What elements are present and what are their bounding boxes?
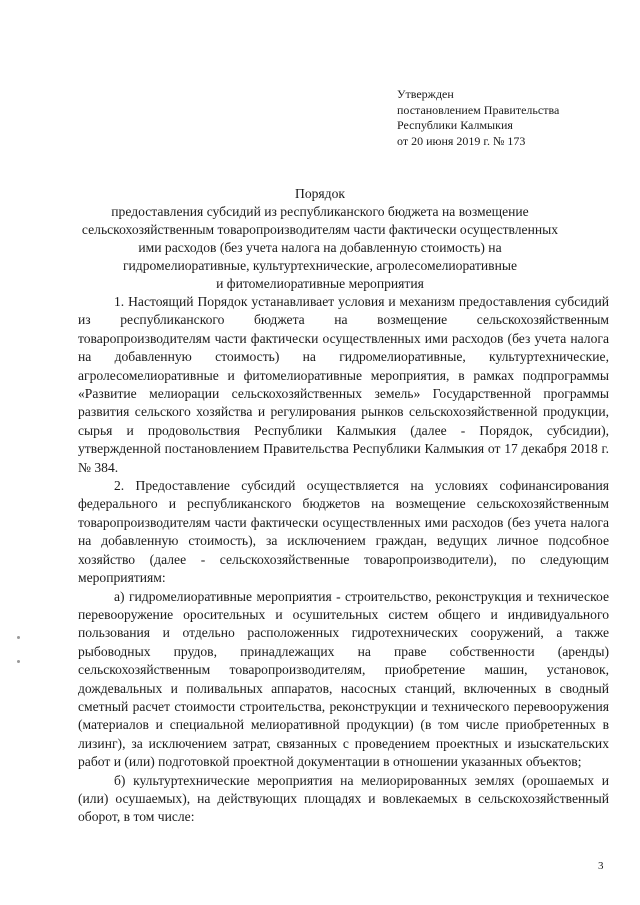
title-line: ими расходов (без учета налога на добавленную стоимость) на [138,240,502,255]
approval-line: Республики Калмыкия [397,118,513,132]
title-line: сельскохозяйственным товаропроизводителям части фактически осуществленных [81,222,559,237]
approval-line: от 20 июня 2019 г. № 173 [397,133,526,148]
title-line: гидромелиоративные, культуртехнические, агролесомелиоративные [122,258,518,273]
document-body [78,293,609,827]
title-line: и фитомелиоративные мероприятия [216,276,424,291]
paragraph-4: б) культуртехнические мероприятия на мелиорированных землях (орошаемых и (или) осушаемых), на действующих площадях и вовлекаемых в сельскохозяйственный оборот, в том числе: [78,772,609,825]
scan-speck [17,660,20,663]
approval-line: Утвержден [397,87,454,101]
document-title [60,185,580,293]
paragraph-3: а) гидромелиоративные мероприятия - строительство, реконструкция и техническое перевооружение оросительных и осушительных систем общего и индивидуального пользования и отдельно расположенных гидротехнических сооружений, а также рыбоводных прудов, принадлежащих на праве собственности (аренды) сельскохозяйственным товаропроизводителям, приобретение машин, установок, дождевальных и поливальных аппаратов, насосных станций, включенных в сводный сметный расчет стоимости строительства, реконструкции и технического перевооружения (материалов и специальной мелиоративной продукции) (в том числе приобретенных в лизинг), за исключением затрат, связанных с проведением проектных и изыскательских работ и (или) подготовкой проектной документации в отношении указанных объектов; [78,588,609,770]
scan-speck [17,636,20,639]
title-line: предоставления субсидий из республиканского бюджета на возмещение [111,204,529,219]
title-heading: Порядок [295,186,345,201]
page-number: 3 [598,860,604,872]
approval-stamp [397,87,559,149]
approval-line: постановлением Правительства [397,102,560,117]
paragraph-1: 1. Настоящий Порядок устанавливает условия и механизм предоставления субсидий из республиканского бюджета на возмещение сельскохозяйственным товаропроизводителям части фактически осуществленных ими расходов (без учета налога на добавленную стоимость) на гидромелиоративные, культуртехнические, агролесомелиоративные и фитомелиоративные мероприятия, в рамках подпрограммы «Развитие мелиорации сельскохозяйственных земель» Государственной программы развития сельского хозяйства и регулирования рынков сельскохозяйственной продукции, сырья и продовольствия Республики Калмыкия (далее - Порядок, субсидии), утвержденной постановлением Правительства Республики Калмыкия от 17 декабря 2018 г. № 384. [78,294,609,475]
paragraph-2: 2. Предоставление субсидий осуществляется на условиях софинансирования федерального и республиканского бюджетов на возмещение сельскохозяйственным товаропроизводителям части фактически осуществленных ими расходов (без учета налога на добавленную стоимость), за исключением граждан, ведущих личное подсобное хозяйство (далее - сельскохозяйственные товаропроизводители), по следующим мероприятиям: [78,478,609,586]
